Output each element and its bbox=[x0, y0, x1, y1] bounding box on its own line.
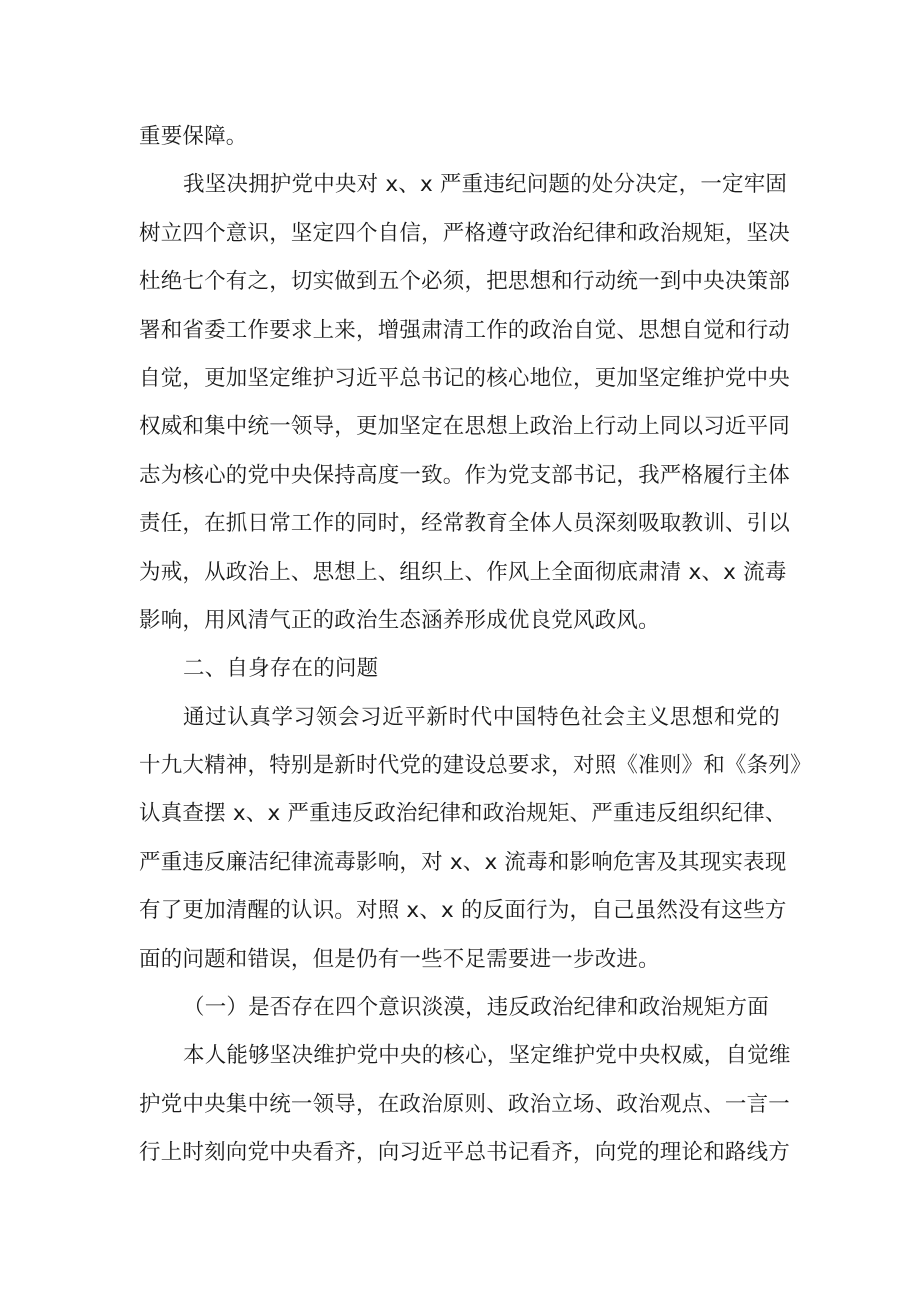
section-heading: 二、自身存在的问题 bbox=[183, 656, 379, 682]
text-line: 护党中央集中统一领导，在政治原则、政治立场、政治观点、一言一 bbox=[139, 1091, 791, 1117]
text-line: 重要保障。 bbox=[139, 124, 248, 149]
paragraph-start-line: 我坚决拥护党中央对 x、x 严重违纪问题的处分决定，一定牢固 bbox=[183, 172, 788, 198]
text-line: 认真查摆 x、x 严重违反政治纪律和政治规矩、严重违反组织纪律、 bbox=[139, 801, 787, 827]
text-line: 面的问题和错误，但是仍有一些不足需要进一步改进。 bbox=[139, 946, 660, 972]
paragraph-start-line: 通过认真学习领会习近平新时代中国特色社会主义思想和党的 bbox=[183, 704, 780, 730]
text-line: 十九大精神，特别是新时代党的建设总要求，对照《准则》和《条列》 bbox=[139, 753, 812, 779]
text-line: 树立四个意识，坚定四个自信，严格遵守政治纪律和政治规矩，坚决 bbox=[139, 220, 791, 246]
subsection-heading: （一）是否存在四个意识淡漠，违反政治纪律和政治规矩方面 bbox=[183, 995, 769, 1021]
text-line: 志为核心的党中央保持高度一致。作为党支部书记，我严格履行主体 bbox=[139, 462, 791, 488]
text-line: 自觉，更加坚定维护习近平总书记的核心地位，更加坚定维护党中央 bbox=[139, 365, 791, 391]
document-body bbox=[139, 113, 812, 1178]
paragraph-start-line: 本人能够坚决维护党中央的核心，坚定维护党中央权威，自觉维 bbox=[183, 1043, 791, 1069]
text-line: 署和省委工作要求上来，增强肃清工作的政治自觉、思想自觉和行动 bbox=[139, 317, 791, 343]
text-line: 有了更加清醒的认识。对照 x、x 的反面行为，自己虽然没有这些方 bbox=[139, 898, 787, 924]
text-line: 行上时刻向党中央看齐，向习近平总书记看齐，向党的理论和路线方 bbox=[139, 1140, 791, 1166]
text-line: 杜绝七个有之，切实做到五个必须，把思想和行动统一到中央决策部 bbox=[139, 269, 791, 295]
text-line: 权威和集中统一领导，更加坚定在思想上政治上行动上同以习近平同 bbox=[139, 414, 791, 440]
text-line: 为戒，从政治上、思想上、组织上、作风上全面彻底肃清 x、x 流毒 bbox=[139, 559, 787, 585]
text-line: 责任，在抓日常工作的同时，经常教育全体人员深刻吸取教训、引以 bbox=[139, 511, 791, 537]
text-line: 影响，用风清气正的政治生态涵养形成优良党风政风。 bbox=[139, 607, 660, 633]
text-line: 严重违反廉洁纪律流毒影响，对 x、x 流毒和影响危害及其现实表现 bbox=[139, 849, 787, 875]
